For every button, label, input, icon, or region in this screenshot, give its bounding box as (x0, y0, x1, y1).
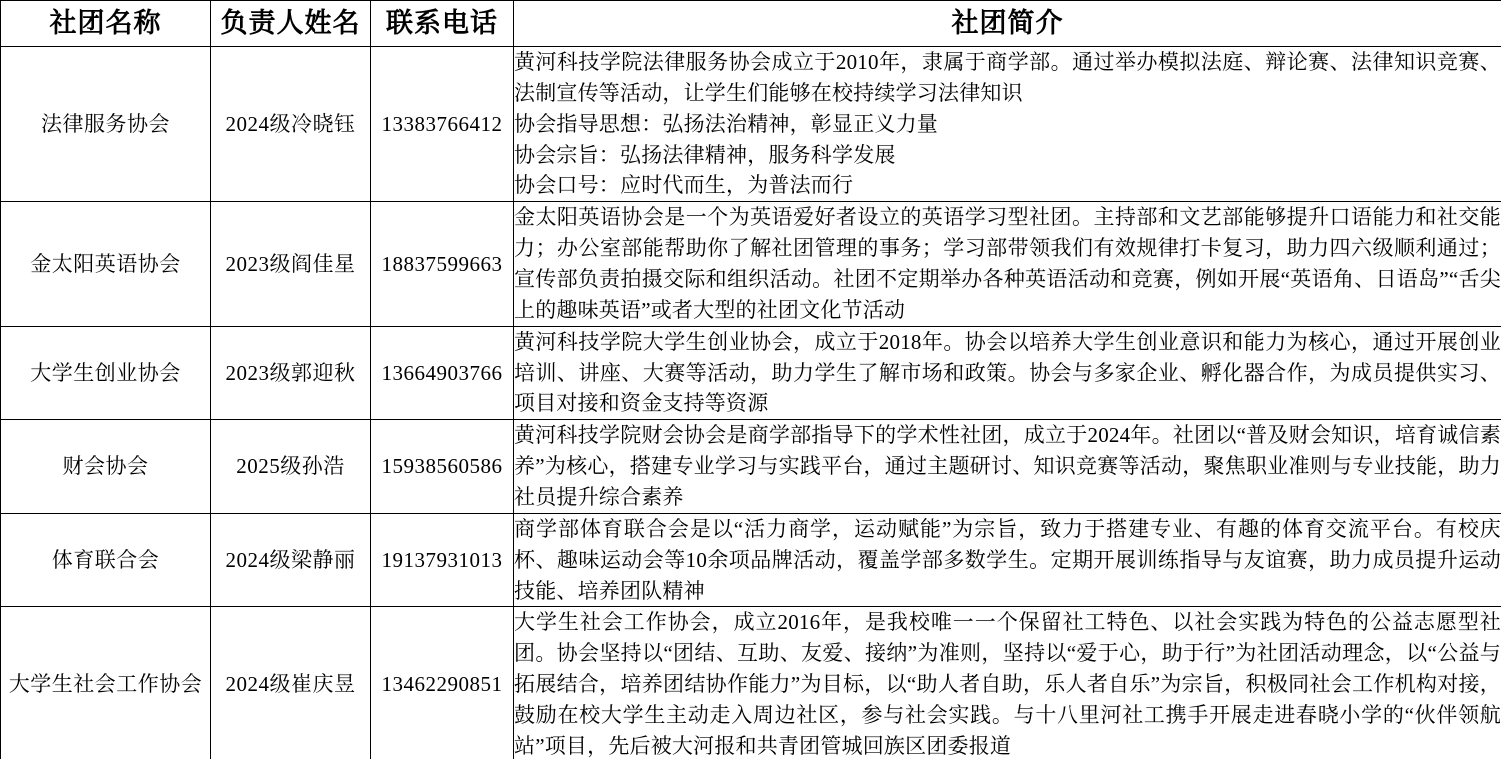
leader-name: 2023级阎佳星 (211, 202, 371, 326)
club-intro-line: 黄河科技学院法律服务协会成立于2010年，隶属于商学部。通过举办模拟法庭、辩论赛、法律知识竞赛、法制宣传等活动，让学生们能够在校持续学习法律知识 (514, 50, 1501, 105)
leader-name: 2023级郭迎秋 (211, 326, 371, 420)
club-intro (514, 326, 1501, 420)
contact-phone: 19137931013 (371, 513, 514, 607)
club-intro-line: 协会宗旨：弘扬法律精神，服务科学发展 (514, 142, 896, 167)
table-row (1, 47, 1501, 202)
table-row (1, 420, 1501, 514)
table-header (1, 1, 1501, 47)
contact-phone: 13383766412 (371, 47, 514, 202)
club-intro-line: 协会口号：应时代而生，为普法而行 (514, 173, 854, 198)
header-row (1, 1, 1501, 47)
table-row (1, 326, 1501, 420)
table-row (1, 513, 1501, 607)
column-header-leader-name: 负责人姓名 (211, 1, 371, 47)
table-row (1, 607, 1501, 759)
club-intro-line: 金太阳英语协会是一个为英语爱好者设立的英语学习型社团。主持部和文艺部能够提升口语能力和社交能力；办公室部能帮助你了解社团管理的事务；学习部带领我们有效规律打卡复习，助力四六级顺利通过；宣传部负责拍摄交际和组织活动。社团不定期举办各种英语活动和竞赛，例如开展“英语角、日语岛”“舌尖上的趣味英语”或者大型的社团文化节活动 (514, 205, 1501, 322)
club-name: 金太阳英语协会 (1, 202, 211, 326)
club-name: 大学生社会工作协会 (1, 607, 211, 759)
club-name: 体育联合会 (1, 513, 211, 607)
club-intro-line: 黄河科技学院财会协会是商学部指导下的学术性社团，成立于2024年。社团以“普及财会知识，培育诚信素养”为核心，搭建专业学习与实践平台，通过主题研讨、知识竞赛等活动，聚焦职业准则与专业技能，助力社员提升综合素养 (514, 423, 1501, 510)
club-intro (514, 513, 1501, 607)
column-header-club-intro: 社团简介 (514, 1, 1501, 47)
club-intro (514, 607, 1501, 759)
club-intro-line: 黄河科技学院大学生创业协会，成立于2018年。协会以培养大学生创业意识和能力为核心，通过开展创业培训、讲座、大赛等活动，助力学生了解市场和政策。协会与多家企业、孵化器合作，为成员提供实习、项目对接和资金支持等资源 (514, 329, 1501, 416)
column-header-club-name: 社团名称 (1, 1, 211, 47)
leader-name: 2025级孙浩 (211, 420, 371, 514)
club-intro-line: 大学生社会工作协会，成立2016年，是我校唯一一个保留社工特色、以社会实践为特色的公益志愿型社团。协会坚持以“团结、互助、友爱、接纳”为准则，坚持以“爱于心，助于行”为社团活动理念，以“公益与拓展结合，培养团结协作能力”为目标，以“助人者自助，乐人者自乐”为宗旨，积极同社会工作机构对接，鼓励在校大学生主动走入周边社区，参与社会实践。与十八里河社工携手开展走进春晓小学的“伙伴领航站”项目，先后被大河报和共青团管城回族区团委报道 (514, 610, 1501, 758)
leader-name: 2024级崔庆昱 (211, 607, 371, 759)
contact-phone: 13664903766 (371, 326, 514, 420)
club-intro (514, 47, 1501, 202)
club-name: 财会协会 (1, 420, 211, 514)
leader-name: 2024级梁静丽 (211, 513, 371, 607)
table-body (1, 47, 1501, 759)
club-intro-line: 商学部体育联合会是以“活力商学，运动赋能”为宗旨，致力于搭建专业、有趣的体育交流平台。有校庆杯、趣味运动会等10余项品牌活动，覆盖学部多数学生。定期开展训练指导与友谊赛，助力成员提升运动技能、培养团队精神 (514, 516, 1501, 603)
contact-phone: 13462290851 (371, 607, 514, 759)
contact-phone: 15938560586 (371, 420, 514, 514)
table-row (1, 202, 1501, 326)
club-name: 法律服务协会 (1, 47, 211, 202)
contact-phone: 18837599663 (371, 202, 514, 326)
leader-name: 2024级冷晓钰 (211, 47, 371, 202)
club-name: 大学生创业协会 (1, 326, 211, 420)
club-intro (514, 420, 1501, 514)
club-intro (514, 202, 1501, 326)
club-intro-line: 协会指导思想：弘扬法治精神，彰显正义力量 (514, 111, 938, 136)
column-header-contact-phone: 联系电话 (371, 1, 514, 47)
